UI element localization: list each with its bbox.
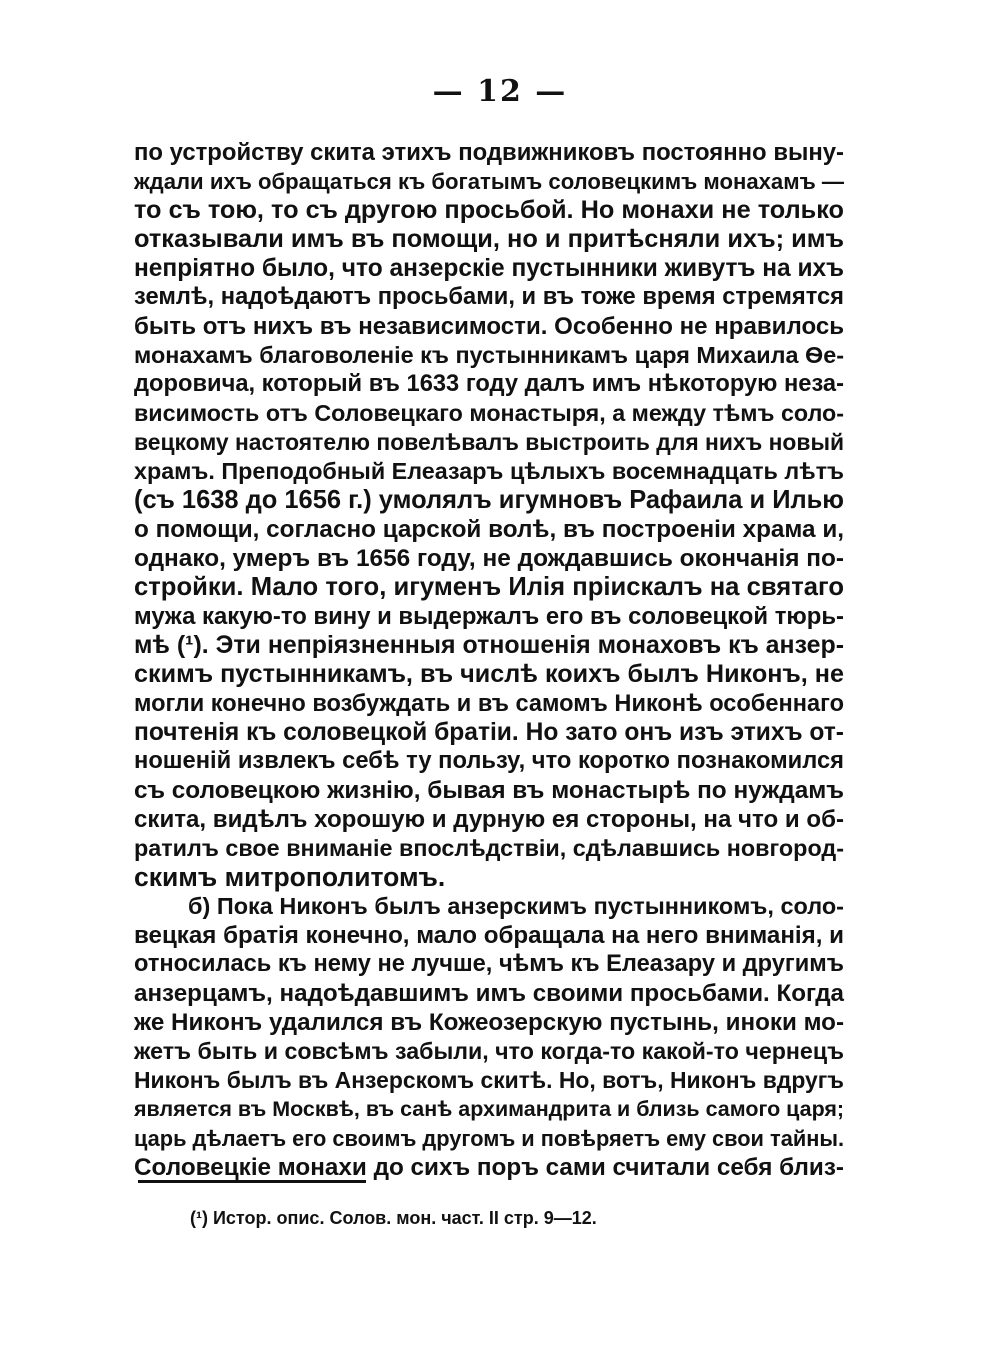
- body-text: [134, 138, 844, 1182]
- text-line: Соловецкіе монахи до сихъ поръ сами считали себя близ-: [134, 1154, 844, 1181]
- text-line: мѣ (¹). Эти непріязненныя отношенія монаховъ къ анзер-: [134, 631, 844, 659]
- text-line: доровича, который въ 1633 году далъ имъ нѣкоторую неза-: [134, 371, 844, 397]
- text-line: же Никонъ удалился въ Кожеозерскую пустынь, иноки мо-: [134, 1009, 844, 1036]
- text-line: то съ тою, то съ другою просьбой. Но монахи не только: [134, 196, 844, 224]
- text-line: о помощи, согласно царской волѣ, въ построеніи храма и,: [134, 516, 844, 543]
- text-line: скимъ пустынникамъ, въ числѣ коихъ былъ Никонъ, не: [134, 660, 844, 688]
- text-line: вецкому настоятелю повелѣвалъ выстроить для нихъ новый: [134, 429, 845, 455]
- text-line: висимость отъ Соловецкаго монастыря, а между тѣмъ соло-: [134, 400, 844, 426]
- text-line: стройки. Мало того, игуменъ Илія пріискалъ на святаго: [134, 573, 844, 601]
- text-line: анзерцамъ, надоѣдавшимъ имъ своими просьбами. Когда: [134, 980, 844, 1007]
- text-line: мужа какую-то вину и выдержалъ его въ соловецкой тюрь-: [134, 603, 844, 630]
- text-line: ношеній извлекъ себѣ ту пользу, что коротко познакомился: [134, 748, 844, 774]
- text-line: относилась къ нему не лучше, чѣмъ къ Елеазару и другимъ: [134, 951, 844, 977]
- text-line: б) Пока Никонъ былъ анзерскимъ пустынникомъ, соло-: [188, 893, 844, 919]
- footnote-divider: [138, 1180, 366, 1183]
- text-line: непріятно было, что анзерскіе пустынники живутъ на ихъ: [134, 255, 844, 282]
- footnote: (¹) Истор. опис. Солов. мон. част. II стр. 9—12.: [190, 1208, 597, 1228]
- text-line: могли конечно возбуждать и въ самомъ Никонѣ особеннаго: [134, 690, 844, 716]
- text-line: храмъ. Преподобный Елеазаръ цѣлыхъ восемнадцать лѣтъ: [134, 458, 844, 484]
- text-line: жетъ быть и совсѣмъ забыли, что когда-то какой-то чернецъ: [134, 1038, 844, 1064]
- text-line: ждали ихъ обращаться къ богатымъ соловецкимъ монахамъ —: [134, 169, 844, 194]
- text-line: съ соловецкою жизнію, бывая въ монастырѣ по нуждамъ: [134, 777, 845, 804]
- text-line: почтенія къ соловецкой братіи. Но зато онъ изъ этихъ от-: [134, 719, 844, 746]
- text-line: отказывали имъ въ помощи, но и притѣсняли ихъ; имъ: [134, 225, 844, 253]
- text-line: вецкая братія конечно, мало обращала на него вниманія, и: [134, 922, 844, 949]
- text-line: скимъ митрополитомъ.: [134, 862, 446, 892]
- page-number: — 12 —: [432, 74, 568, 109]
- text-line: (съ 1638 до 1656 г.) умолялъ игумновъ Рафаила и Илью: [134, 486, 844, 514]
- text-line: Никонъ былъ въ Анзерскомъ скитѣ. Но, вотъ, Никонъ вдругъ: [134, 1067, 844, 1093]
- text-line: является въ Москвѣ, въ санѣ архимандрита и близь самого царя;: [134, 1097, 845, 1121]
- text-line: быть отъ нихъ въ независимости. Особенно не нравилось: [134, 313, 844, 340]
- text-line: однако, умеръ въ 1656 году, не дождавшись окончанія по-: [134, 545, 844, 572]
- text-line: ратилъ свое вниманіе впослѣдствіи, сдѣлавшись новгород-: [134, 835, 844, 861]
- text-line: царь дѣлаетъ его своимъ другомъ и повѣряетъ ему свои тайны.: [134, 1126, 845, 1151]
- text-line: по устройству скита этихъ подвижниковъ постоянно выну-: [134, 139, 844, 166]
- text-line: землѣ, надоѣдаютъ просьбами, и въ тоже время стремятся: [134, 284, 844, 310]
- text-line: скита, видѣлъ хорошую и дурную ея стороны, на что и об-: [134, 806, 844, 833]
- text-line: монахамъ благоволеніе къ пустынникамъ царя Михаила Ѳе-: [134, 342, 844, 368]
